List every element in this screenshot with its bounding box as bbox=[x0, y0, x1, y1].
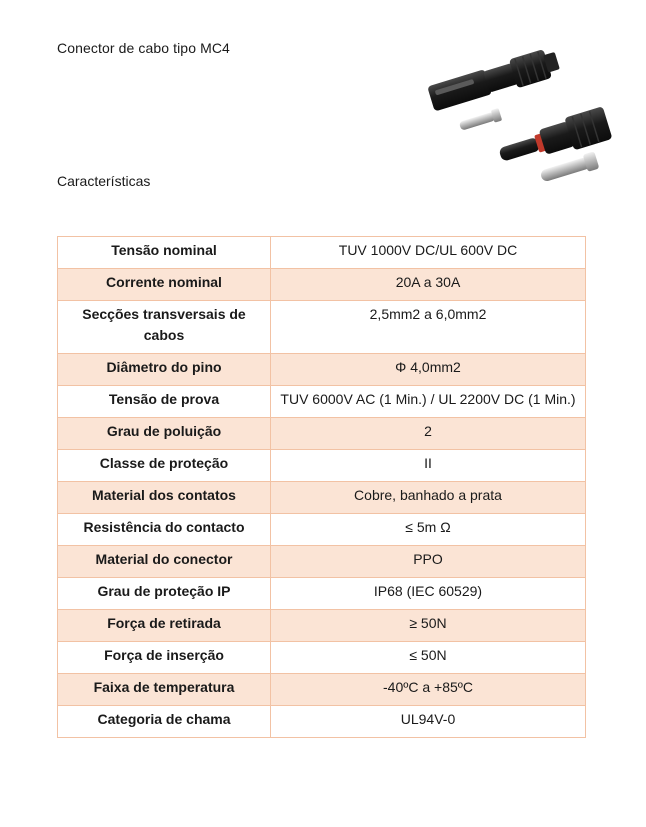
spec-value: Cobre, banhado a prata bbox=[271, 482, 586, 514]
table-row bbox=[58, 706, 586, 738]
spec-label: Corrente nominal bbox=[58, 269, 271, 301]
table-row bbox=[58, 482, 586, 514]
spec-value: ≥ 50N bbox=[271, 610, 586, 642]
spec-label: Resistência do contacto bbox=[58, 514, 271, 546]
table-row bbox=[58, 386, 586, 418]
table-row bbox=[58, 674, 586, 706]
spec-value: UL94V-0 bbox=[271, 706, 586, 738]
spec-label: Grau de proteção IP bbox=[58, 578, 271, 610]
document-title: Conector de cabo tipo MC4 bbox=[57, 40, 230, 56]
spec-label: Faixa de temperatura bbox=[58, 674, 271, 706]
spec-value: ≤ 50N bbox=[271, 642, 586, 674]
spec-label: Tensão nominal bbox=[58, 237, 271, 269]
spec-value: 20A a 30A bbox=[271, 269, 586, 301]
spec-label: Diâmetro do pino bbox=[58, 354, 271, 386]
table-row bbox=[58, 269, 586, 301]
spec-value: II bbox=[271, 450, 586, 482]
spec-label: Força de inserção bbox=[58, 642, 271, 674]
spec-value: TUV 1000V DC/UL 600V DC bbox=[271, 237, 586, 269]
table-row bbox=[58, 514, 586, 546]
table-row bbox=[58, 610, 586, 642]
spec-value: IP68 (IEC 60529) bbox=[271, 578, 586, 610]
table-row bbox=[58, 418, 586, 450]
table-row bbox=[58, 546, 586, 578]
table-row bbox=[58, 642, 586, 674]
spec-value: ≤ 5m Ω bbox=[271, 514, 586, 546]
spec-label: Classe de proteção bbox=[58, 450, 271, 482]
spec-label: Tensão de prova bbox=[58, 386, 271, 418]
spec-value: 2 bbox=[271, 418, 586, 450]
spec-label: Força de retirada bbox=[58, 610, 271, 642]
spec-value: Φ 4,0mm2 bbox=[271, 354, 586, 386]
spec-label: Categoria de chama bbox=[58, 706, 271, 738]
spec-label: Secções transversais de cabos bbox=[58, 301, 271, 354]
section-heading: Características bbox=[57, 173, 151, 189]
mc4-connector-pair-icon bbox=[420, 28, 620, 188]
specifications-table bbox=[57, 236, 586, 738]
spec-label: Material dos contatos bbox=[58, 482, 271, 514]
table-row bbox=[58, 301, 586, 354]
spec-value: 2,5mm2 a 6,0mm2 bbox=[271, 301, 586, 354]
table-row bbox=[58, 578, 586, 610]
table-row bbox=[58, 354, 586, 386]
table-row bbox=[58, 450, 586, 482]
table-row bbox=[58, 237, 586, 269]
spec-value: -40ºC a +85ºC bbox=[271, 674, 586, 706]
spec-value: TUV 6000V AC (1 Min.) / UL 2200V DC (1 Min.) bbox=[271, 386, 586, 418]
spec-value: PPO bbox=[271, 546, 586, 578]
spec-label: Material do conector bbox=[58, 546, 271, 578]
spec-label: Grau de poluição bbox=[58, 418, 271, 450]
